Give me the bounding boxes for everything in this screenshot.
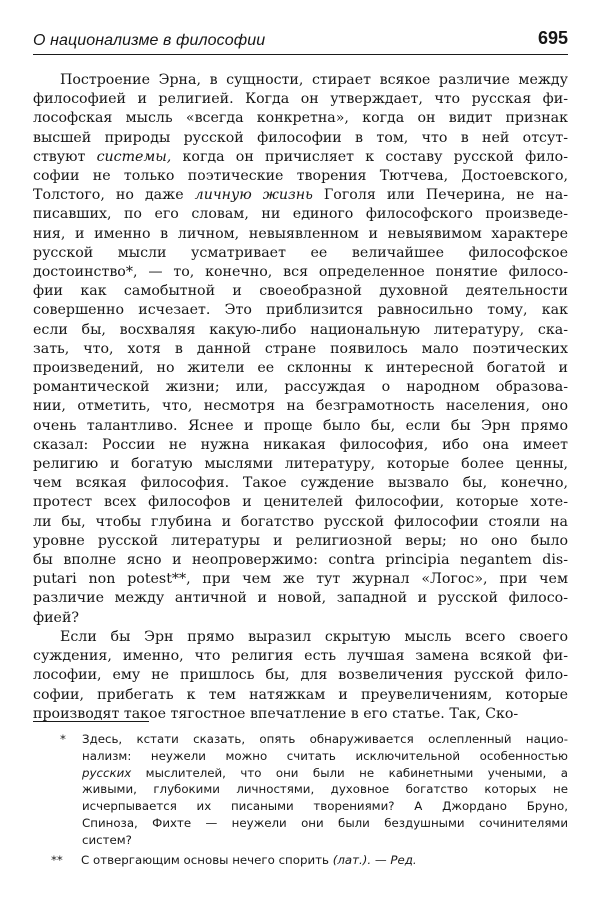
- text-line: Построение Эрна, в сущности, стирает всякое различие между: [60, 72, 568, 88]
- text-line: уровне русской литературы и религиозной веры; но оно было: [33, 532, 568, 549]
- footnote: [51, 852, 568, 869]
- text-line: русской мысли усматривает ее величайшее философское: [33, 244, 568, 261]
- text-run: мыслителей, что они были не кабинетными учеными, а: [131, 765, 568, 780]
- text-line: Если бы Эрн прямо выразил скрытую мысль всего своего: [60, 628, 568, 645]
- text-line: писавших, по его словам, ни единого философского произведе-: [33, 206, 568, 223]
- text-line: [33, 186, 568, 205]
- text-line: нии, отметить, что, несмотря на безграмотность населения, оно: [33, 398, 568, 415]
- text-line: фии как самобытной и своеобразной духовной деятельности: [33, 283, 568, 300]
- text-line: совершенно исчезает. Это приблизится равносильно тому, как: [33, 302, 568, 319]
- text-line: философией и религией. Когда он утверждает, что русская фи-: [33, 91, 568, 108]
- text-run: Толстого, но даже: [33, 187, 195, 204]
- main-text: [33, 71, 568, 724]
- footnote-line: исчерпывается их писаными творениями? А Джордано Бруно,: [82, 799, 568, 814]
- text-line: различие между античной и новой, западной и русской филосо-: [33, 590, 568, 607]
- footnote-mark: *: [60, 732, 66, 746]
- text-line: романтической жизни; или, рассуждая о народном образова-: [33, 379, 568, 396]
- italic-text-run: русских: [82, 765, 132, 780]
- text-line: очень талантливо. Яснее и проще было бы, если бы Эрн прямо: [33, 417, 568, 434]
- text-line: лософии, ему не пришлось бы, для возвеличения русской фило-: [33, 667, 568, 684]
- italic-text-run: (лат.). — Ред.: [332, 852, 417, 867]
- text-line: если бы, восхваляя какую-либо национальную литературу, ска-: [33, 321, 568, 338]
- text-line: софии не только поэтические творения Тютчева, Достоевского,: [33, 168, 568, 185]
- italic-text-run: системы,: [96, 148, 172, 165]
- footnote-line: систем?: [82, 832, 132, 847]
- text-line: ния, и именно в личном, невыявленном и невыявимом характере: [33, 225, 568, 242]
- paragraph: [33, 71, 568, 628]
- text-line: достоинство*, — то, конечно, вся определенное понятие филосо-: [33, 264, 568, 281]
- text-run: когда он причисляет к составу русской фило-: [171, 148, 569, 165]
- footnote: [60, 731, 568, 849]
- footnote-line: живыми, глубокими личностями, духовное богатство которых не: [82, 782, 568, 797]
- text-run: С отвергающим основы нечего спорить: [81, 852, 333, 867]
- footnote-line: Спиноза, Фихте — неужели они были бездушными сочинителями: [82, 815, 568, 830]
- footnote-line: [81, 852, 568, 869]
- text-line: высшей природы русской философии в том, что в ней отсут-: [33, 129, 568, 146]
- text-line: религию и богатую мыслями литературу, которые более ценны,: [33, 456, 568, 473]
- text-line: лософская мысль «всегда конкретна», когда он видит признак: [33, 110, 568, 127]
- text-line: зать, что, хотя в данной стране появилось мало поэтических: [33, 340, 568, 357]
- text-line: суждения, именно, что религия есть лучшая замена всякой фи-: [33, 648, 568, 665]
- running-header: [33, 28, 568, 55]
- footnote-separator: [33, 721, 149, 722]
- text-line: фией?: [33, 609, 80, 626]
- text-line: [33, 148, 568, 167]
- page-number: 695: [537, 28, 568, 48]
- text-line: ли бы, чтобы глубина и богатство русской философии стояли на: [33, 513, 568, 530]
- footnotes: [51, 731, 568, 871]
- text-line: сказал: России не нужна никакая философия, ибо она имеет: [33, 436, 568, 453]
- text-line: чем всякая философия. Такое суждение вызвало бы, конечно,: [33, 475, 568, 492]
- footnote-line: нализм: неужели можно считать исключительной особенностью: [82, 748, 568, 763]
- text-line: бы вполне ясно и неопровержимо: contra principia negantem dis-: [33, 552, 568, 569]
- running-title: О национализме в философии: [33, 32, 266, 49]
- text-line: произведений, но жители ее склонны к интересной богатой и: [33, 360, 568, 377]
- italic-text-run: личную жизнь: [194, 187, 313, 204]
- footnote-line: [82, 765, 568, 782]
- footnote-mark: **: [51, 852, 63, 867]
- paragraph: [33, 628, 568, 724]
- text-line: putari non potest**, при чем же тут журнал «Логос», при чем: [33, 571, 568, 588]
- text-line: производят такое тягостное впечатление в его статье. Так, Ско-: [33, 705, 519, 722]
- footnote-line: Здесь, кстати сказать, опять обнаруживается ослепленный нацио-: [82, 732, 568, 746]
- text-line: протест всех философов и ценителей философии, которые хоте-: [33, 494, 568, 511]
- text-run: ствуют: [33, 148, 97, 165]
- text-run: Гоголя или Печерина, не на-: [312, 187, 568, 204]
- text-line: софии, прибегать к тем натяжкам и преувеличениям, которые: [33, 686, 568, 703]
